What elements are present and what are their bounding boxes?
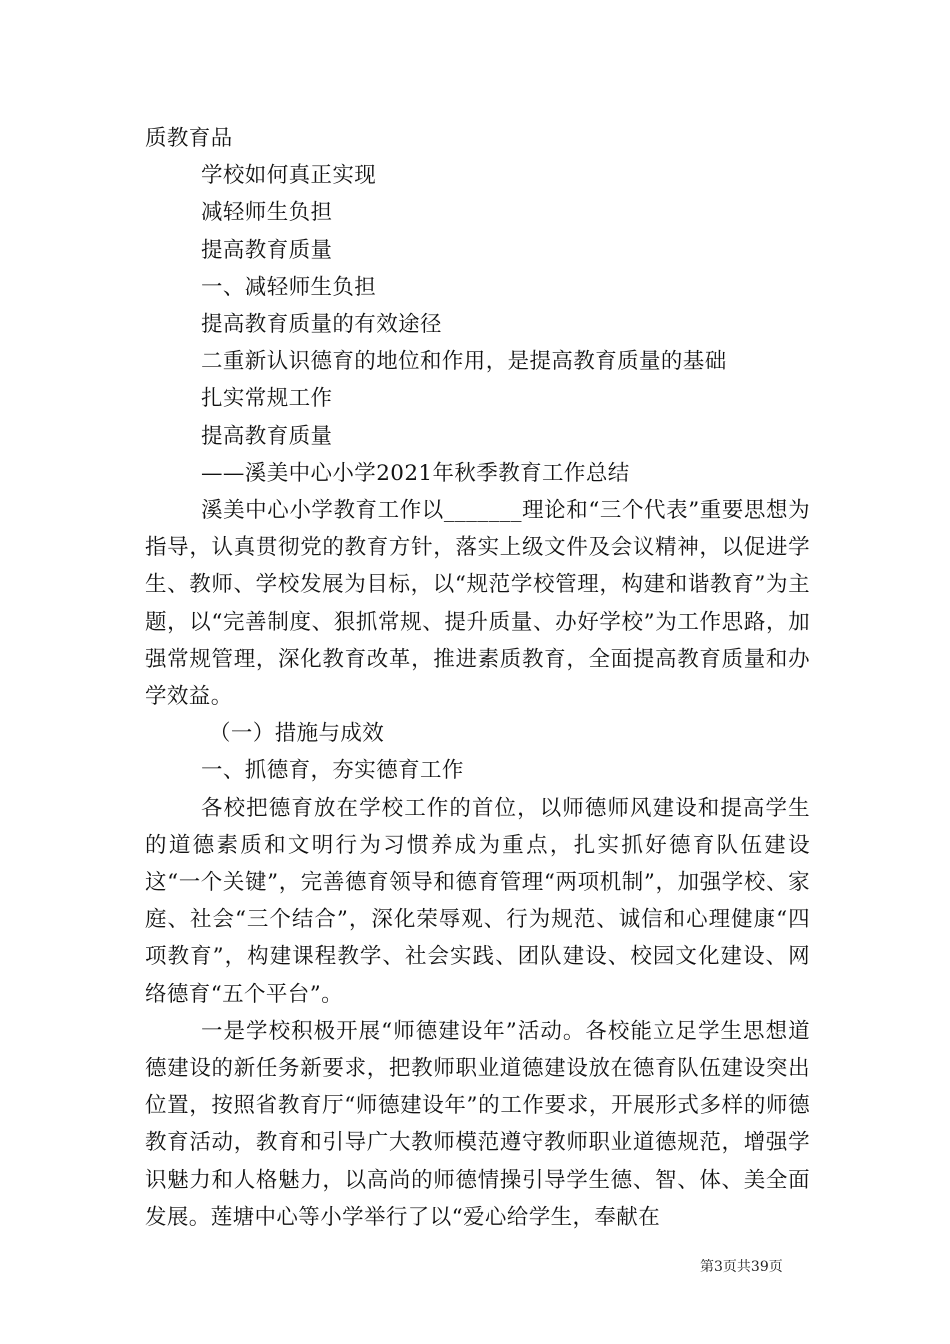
- subtitle-line: ——溪美中心小学2021年秋季教育工作总结: [201, 460, 630, 486]
- document-body: [145, 120, 810, 1236]
- page-number: 第3页共39页: [700, 1259, 783, 1275]
- text-line: 提高教育质量: [201, 237, 333, 263]
- text-line: 一、减轻师生负担: [201, 274, 377, 300]
- text-line: 提高教育质量的有效途径: [201, 312, 442, 338]
- text-line: 学校如何真正实现: [201, 163, 377, 189]
- paragraph-moral-education: 各校把德育放在学校工作的首位，以师德师风建设和提高学生的道德素质和文明行为习惯养成为重点，扎实抓好德育队伍建设这“一个关键”，完善德育领导和德育管理“两项机制”，加强学校、家庭、社会“三个结合”，深化荣辱观、行为规范、诚信和心理健康“四项教育”，构建课程教学、社会实践、团队建设、校园文化建设、网络德育“五个平台”。: [145, 795, 810, 1007]
- text-line: 扎实常规工作: [201, 386, 333, 412]
- paragraph-intro: 溪美中心小学教育工作以_______理论和“三个代表”重要思想为指导，认真贯彻党的教育方针，落实上级文件及会议精神，以促进学生、教师、学校发展为目标，以“规范学校管理，构建和谐教育”为主题，以“完善制度、狠抓常规、提升质量、办好学校”为工作思路，加强常规管理，深化教育改革，推进素质教育，全面提高教育质量和办学效益。: [145, 498, 810, 710]
- text-line: 质教育品: [145, 126, 233, 151]
- text-line: 减轻师生负担: [201, 200, 333, 226]
- paragraph-teacher-ethics: 一是学校积极开展“师德建设年”活动。各校能立足学生思想道德建设的新任务新要求，把教师职业道德建设放在德育队伍建设突出位置，按照省教育厅“师德建设年”的工作要求，开展形式多样的师德教育活动，教育和引导广大教师模范遵守教师职业道德规范，增强学识魅力和人格魅力，以高尚的师德情操引导学生德、智、体、美全面发展。莲塘中心等小学举行了以“爱心给学生，奉献在: [145, 1018, 810, 1230]
- heading-measures: （一）措施与成效: [209, 721, 385, 747]
- text-line: 二重新认识德育的地位和作用，是提高教育质量的基础: [201, 349, 727, 375]
- text-line: 提高教育质量: [201, 423, 333, 449]
- heading-moral-education: 一、抓德育，夯实德育工作: [201, 758, 464, 784]
